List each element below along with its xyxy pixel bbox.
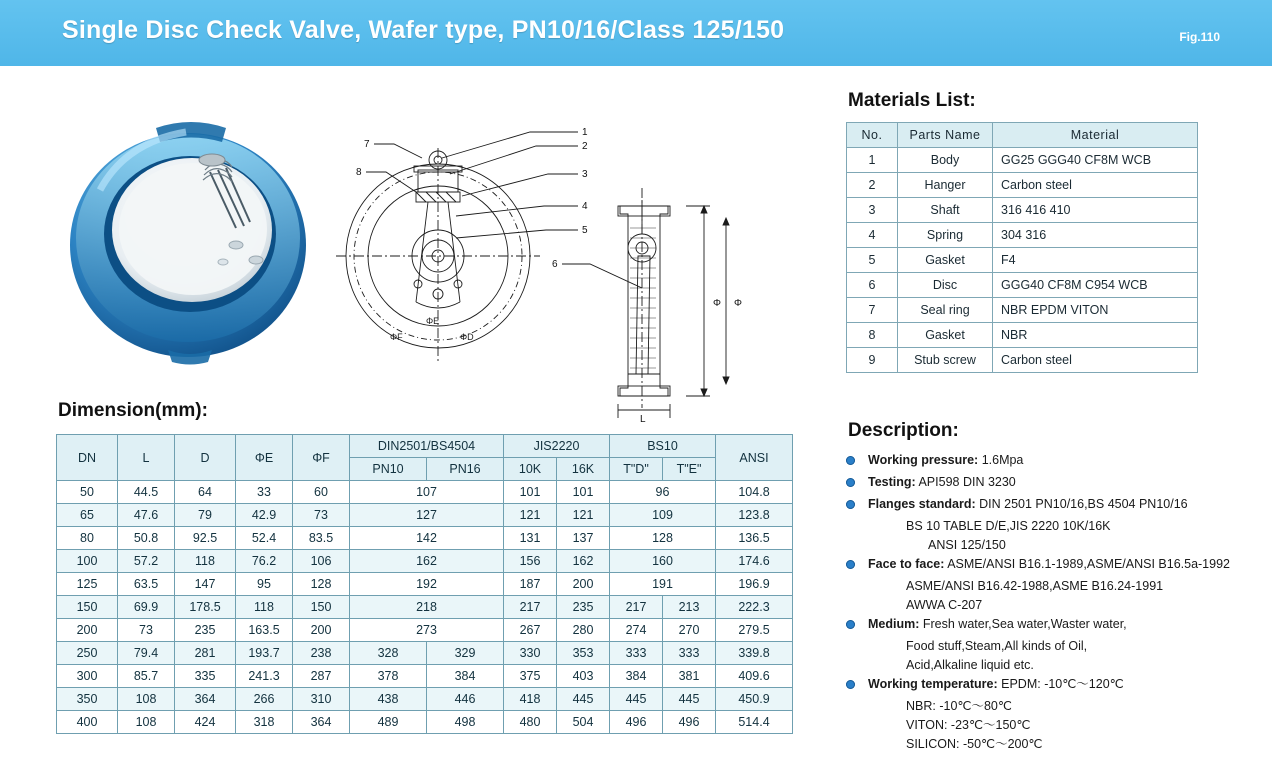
cell-l: 85.7 xyxy=(118,665,175,688)
table-row xyxy=(847,323,1198,348)
callout-1: 1 xyxy=(582,127,588,138)
cell-d: 64 xyxy=(175,481,236,504)
cell-td: 333 xyxy=(610,642,663,665)
cell-din: 218 xyxy=(350,596,504,619)
materials-col-material: Material xyxy=(993,123,1198,148)
cell-l: 108 xyxy=(118,711,175,734)
cell-d: 424 xyxy=(175,711,236,734)
material-value: F4 xyxy=(993,248,1198,273)
cell-d: 281 xyxy=(175,642,236,665)
cell-e: 163.5 xyxy=(236,619,293,642)
desc-subline: BS 10 TABLE D/E,JIS 2220 10K/16K xyxy=(906,519,1111,533)
dim-E-label: Φ xyxy=(734,298,742,309)
table-row xyxy=(847,248,1198,273)
dim-L-label: L xyxy=(640,414,646,425)
cell-d: 92.5 xyxy=(175,527,236,550)
table-row xyxy=(57,711,793,734)
dimension-header-row-1 xyxy=(57,435,793,458)
cell-din: 142 xyxy=(350,527,504,550)
cell-l: 44.5 xyxy=(118,481,175,504)
desc-value: DIN 2501 PN10/16,BS 4504 PN10/16 xyxy=(975,497,1188,511)
desc-label: Working temperature: xyxy=(868,677,998,691)
dim-col-din: DIN2501/BS4504 xyxy=(350,435,504,458)
technical-drawing xyxy=(330,88,800,425)
cell-ansi: 196.9 xyxy=(716,573,793,596)
valve-photo xyxy=(60,110,320,380)
page-title: Single Disc Check Valve, Wafer type, PN10/16/Class 125/150 xyxy=(62,16,785,44)
callout-7: 7 xyxy=(364,139,370,150)
desc-subline: ASME/ANSI B16.42-1988,ASME B16.24-1991 xyxy=(906,579,1164,593)
cell-dn: 125 xyxy=(57,573,118,596)
cell-bs: 96 xyxy=(610,481,716,504)
cell-din: 162 xyxy=(350,550,504,573)
material-value: Carbon steel xyxy=(993,173,1198,198)
cell-16k: 353 xyxy=(557,642,610,665)
desc-label: Working pressure: xyxy=(868,453,979,467)
bullet-icon xyxy=(846,456,855,465)
material-part: Hanger xyxy=(898,173,993,198)
dim-sub-16k: 16K xyxy=(557,458,610,481)
cell-16k: 121 xyxy=(557,504,610,527)
cell-ansi: 174.6 xyxy=(716,550,793,573)
cell-din: 127 xyxy=(350,504,504,527)
cell-ansi: 450.9 xyxy=(716,688,793,711)
cell-td: 274 xyxy=(610,619,663,642)
cell-td: 445 xyxy=(610,688,663,711)
cell-ansi: 123.8 xyxy=(716,504,793,527)
cell-10k: 418 xyxy=(504,688,557,711)
cell-16k: 137 xyxy=(557,527,610,550)
cell-ansi: 514.4 xyxy=(716,711,793,734)
cell-f: 287 xyxy=(293,665,350,688)
cell-10k: 131 xyxy=(504,527,557,550)
cell-l: 63.5 xyxy=(118,573,175,596)
callout-4: 4 xyxy=(582,201,588,212)
cell-d: 79 xyxy=(175,504,236,527)
material-no: 2 xyxy=(847,173,898,198)
desc-value: ASME/ANSI B16.1-1989,ASME/ANSI B16.5a-1992 xyxy=(944,557,1230,571)
description-title: Description: xyxy=(848,420,959,441)
cell-16k: 235 xyxy=(557,596,610,619)
cell-e: 266 xyxy=(236,688,293,711)
cell-ansi: 222.3 xyxy=(716,596,793,619)
desc-subline: Acid,Alkaline liquid etc. xyxy=(906,658,1034,672)
cell-f: 364 xyxy=(293,711,350,734)
cell-d: 335 xyxy=(175,665,236,688)
cell-f: 238 xyxy=(293,642,350,665)
cell-bs: 160 xyxy=(610,550,716,573)
dim-col-jis: JIS2220 xyxy=(504,435,610,458)
dim-col-ansi: ANSI xyxy=(716,435,793,481)
material-no: 1 xyxy=(847,148,898,173)
cell-10k: 267 xyxy=(504,619,557,642)
cell-ansi: 279.5 xyxy=(716,619,793,642)
table-row xyxy=(57,504,793,527)
cell-l: 73 xyxy=(118,619,175,642)
cell-te: 445 xyxy=(663,688,716,711)
cell-d: 235 xyxy=(175,619,236,642)
material-no: 9 xyxy=(847,348,898,373)
bullet-icon xyxy=(846,620,855,629)
cell-10k: 330 xyxy=(504,642,557,665)
table-row xyxy=(847,273,1198,298)
materials-header-row xyxy=(847,123,1198,148)
page-header xyxy=(0,0,1272,66)
desc-value: EPDM: -10℃～120℃ xyxy=(997,677,1124,691)
material-part: Gasket xyxy=(898,248,993,273)
cell-e: 52.4 xyxy=(236,527,293,550)
desc-label: Face to face: xyxy=(868,557,945,571)
cell-l: 79.4 xyxy=(118,642,175,665)
cell-dn: 65 xyxy=(57,504,118,527)
cell-d: 178.5 xyxy=(175,596,236,619)
material-part: Spring xyxy=(898,223,993,248)
cell-dn: 150 xyxy=(57,596,118,619)
cell-f: 150 xyxy=(293,596,350,619)
bullet-icon xyxy=(846,680,855,689)
cell-pn10: 328 xyxy=(350,642,427,665)
svg-text:ΦE: ΦE xyxy=(426,316,440,326)
cell-16k: 403 xyxy=(557,665,610,688)
dim-col-d: D xyxy=(175,435,236,481)
table-row xyxy=(57,550,793,573)
cell-f: 73 xyxy=(293,504,350,527)
material-value: GG25 GGG40 CF8M WCB xyxy=(993,148,1198,173)
cell-f: 83.5 xyxy=(293,527,350,550)
cell-10k: 187 xyxy=(504,573,557,596)
dimension-section xyxy=(56,400,793,734)
table-row xyxy=(57,688,793,711)
cell-pn16: 498 xyxy=(427,711,504,734)
material-no: 7 xyxy=(847,298,898,323)
material-part: Body xyxy=(898,148,993,173)
cell-10k: 156 xyxy=(504,550,557,573)
cell-f: 60 xyxy=(293,481,350,504)
desc-value: 1.6Mpa xyxy=(978,453,1024,467)
table-row xyxy=(57,481,793,504)
material-part: Shaft xyxy=(898,198,993,223)
material-value: NBR xyxy=(993,323,1198,348)
description-item xyxy=(846,496,1266,513)
cell-dn: 300 xyxy=(57,665,118,688)
desc-label: Testing: xyxy=(868,475,916,489)
callout-6: 6 xyxy=(552,259,558,270)
cell-10k: 375 xyxy=(504,665,557,688)
desc-label: Flanges standard: xyxy=(868,497,976,511)
dimension-table xyxy=(56,434,793,734)
svg-text:ΦD: ΦD xyxy=(460,332,474,342)
cell-td: 217 xyxy=(610,596,663,619)
cell-16k: 162 xyxy=(557,550,610,573)
materials-col-no: No. xyxy=(847,123,898,148)
cell-e: 42.9 xyxy=(236,504,293,527)
cell-dn: 250 xyxy=(57,642,118,665)
materials-table xyxy=(846,122,1198,373)
cell-pn16: 329 xyxy=(427,642,504,665)
cell-e: 33 xyxy=(236,481,293,504)
table-row xyxy=(847,173,1198,198)
callout-5: 5 xyxy=(582,225,588,236)
description-item xyxy=(846,474,1266,491)
cell-16k: 504 xyxy=(557,711,610,734)
figure-number: Fig.110 xyxy=(1179,30,1220,44)
cell-e: 241.3 xyxy=(236,665,293,688)
desc-subline: NBR: -10℃～80℃ xyxy=(906,699,1012,713)
material-part: Seal ring xyxy=(898,298,993,323)
cell-dn: 80 xyxy=(57,527,118,550)
cell-td: 384 xyxy=(610,665,663,688)
description-item xyxy=(846,676,1266,693)
material-part: Disc xyxy=(898,273,993,298)
svg-text:ΦF: ΦF xyxy=(390,332,403,342)
cell-te: 270 xyxy=(663,619,716,642)
cell-dn: 400 xyxy=(57,711,118,734)
material-part: Stub screw xyxy=(898,348,993,373)
table-row xyxy=(57,619,793,642)
cell-ansi: 104.8 xyxy=(716,481,793,504)
table-row xyxy=(57,573,793,596)
cell-dn: 200 xyxy=(57,619,118,642)
dim-col-dn: DN xyxy=(57,435,118,481)
desc-subline: Food stuff,Steam,All kinds of Oil, xyxy=(906,639,1088,653)
cell-16k: 445 xyxy=(557,688,610,711)
material-no: 8 xyxy=(847,323,898,348)
dim-col-f: ΦF xyxy=(293,435,350,481)
cell-16k: 101 xyxy=(557,481,610,504)
cell-l: 50.8 xyxy=(118,527,175,550)
cell-16k: 280 xyxy=(557,619,610,642)
cell-e: 118 xyxy=(236,596,293,619)
dim-col-l: L xyxy=(118,435,175,481)
cell-dn: 50 xyxy=(57,481,118,504)
cell-td: 496 xyxy=(610,711,663,734)
cell-l: 57.2 xyxy=(118,550,175,573)
material-value: 304 316 xyxy=(993,223,1198,248)
cell-e: 76.2 xyxy=(236,550,293,573)
material-value: 316 416 410 xyxy=(993,198,1198,223)
cell-ansi: 409.6 xyxy=(716,665,793,688)
material-part: Gasket xyxy=(898,323,993,348)
cell-pn10: 489 xyxy=(350,711,427,734)
cell-l: 47.6 xyxy=(118,504,175,527)
dim-sub-10k: 10K xyxy=(504,458,557,481)
cell-dn: 350 xyxy=(57,688,118,711)
table-row xyxy=(847,198,1198,223)
cell-10k: 101 xyxy=(504,481,557,504)
cell-te: 381 xyxy=(663,665,716,688)
desc-value: Fresh water,Sea water,Waster water, xyxy=(919,617,1127,631)
cell-pn10: 438 xyxy=(350,688,427,711)
cell-din: 192 xyxy=(350,573,504,596)
desc-subline: VITON: -23℃～150℃ xyxy=(906,718,1031,732)
cell-d: 364 xyxy=(175,688,236,711)
material-no: 3 xyxy=(847,198,898,223)
cell-bs: 128 xyxy=(610,527,716,550)
cell-l: 69.9 xyxy=(118,596,175,619)
cell-d: 147 xyxy=(175,573,236,596)
material-no: 4 xyxy=(847,223,898,248)
bullet-icon xyxy=(846,560,855,569)
desc-subline: ANSI 125/150 xyxy=(928,538,1006,552)
cell-10k: 121 xyxy=(504,504,557,527)
table-row xyxy=(57,665,793,688)
material-value: NBR EPDM VITON xyxy=(993,298,1198,323)
cell-pn16: 384 xyxy=(427,665,504,688)
table-row xyxy=(57,596,793,619)
cell-e: 193.7 xyxy=(236,642,293,665)
table-row xyxy=(57,527,793,550)
material-no: 5 xyxy=(847,248,898,273)
table-row xyxy=(847,148,1198,173)
material-value: Carbon steel xyxy=(993,348,1198,373)
cell-16k: 200 xyxy=(557,573,610,596)
cell-bs: 191 xyxy=(610,573,716,596)
materials-col-parts: Parts Name xyxy=(898,123,993,148)
table-row xyxy=(847,223,1198,248)
description-item xyxy=(846,556,1266,573)
callout-8: 8 xyxy=(356,167,362,178)
cell-din: 107 xyxy=(350,481,504,504)
desc-subline: SILICON: -50℃～200℃ xyxy=(906,737,1043,751)
cell-bs: 109 xyxy=(610,504,716,527)
dim-sub-pn16: PN16 xyxy=(427,458,504,481)
dim-D-label: Φ xyxy=(713,298,721,309)
cell-e: 318 xyxy=(236,711,293,734)
cell-10k: 480 xyxy=(504,711,557,734)
callout-2: 2 xyxy=(582,141,588,152)
bullet-icon xyxy=(846,478,855,487)
cell-ansi: 339.8 xyxy=(716,642,793,665)
description-section xyxy=(846,420,1266,755)
materials-list-section xyxy=(846,90,1206,373)
table-row xyxy=(847,298,1198,323)
dim-sub-te: T"E" xyxy=(663,458,716,481)
dimension-title: Dimension(mm): xyxy=(58,400,208,421)
cell-ansi: 136.5 xyxy=(716,527,793,550)
table-row xyxy=(57,642,793,665)
description-item xyxy=(846,452,1266,469)
cell-f: 310 xyxy=(293,688,350,711)
cell-dn: 100 xyxy=(57,550,118,573)
cell-e: 95 xyxy=(236,573,293,596)
desc-value: API598 DIN 3230 xyxy=(915,475,1016,489)
cell-f: 128 xyxy=(293,573,350,596)
cell-pn10: 378 xyxy=(350,665,427,688)
bullet-icon xyxy=(846,500,855,509)
cell-d: 118 xyxy=(175,550,236,573)
dim-sub-pn10: PN10 xyxy=(350,458,427,481)
desc-label: Medium: xyxy=(868,617,920,631)
dim-col-e: ΦE xyxy=(236,435,293,481)
cell-te: 333 xyxy=(663,642,716,665)
cell-l: 108 xyxy=(118,688,175,711)
callout-3: 3 xyxy=(582,169,588,180)
cell-10k: 217 xyxy=(504,596,557,619)
dim-sub-td: T"D" xyxy=(610,458,663,481)
cell-te: 213 xyxy=(663,596,716,619)
materials-title: Materials List: xyxy=(848,90,976,111)
cell-te: 496 xyxy=(663,711,716,734)
material-value: GGG40 CF8M C954 WCB xyxy=(993,273,1198,298)
description-item xyxy=(846,616,1266,633)
cell-pn16: 446 xyxy=(427,688,504,711)
material-no: 6 xyxy=(847,273,898,298)
cell-f: 106 xyxy=(293,550,350,573)
cell-f: 200 xyxy=(293,619,350,642)
table-row xyxy=(847,348,1198,373)
dim-col-bs: BS10 xyxy=(610,435,716,458)
desc-subline: AWWA C-207 xyxy=(906,598,983,612)
cell-din: 273 xyxy=(350,619,504,642)
